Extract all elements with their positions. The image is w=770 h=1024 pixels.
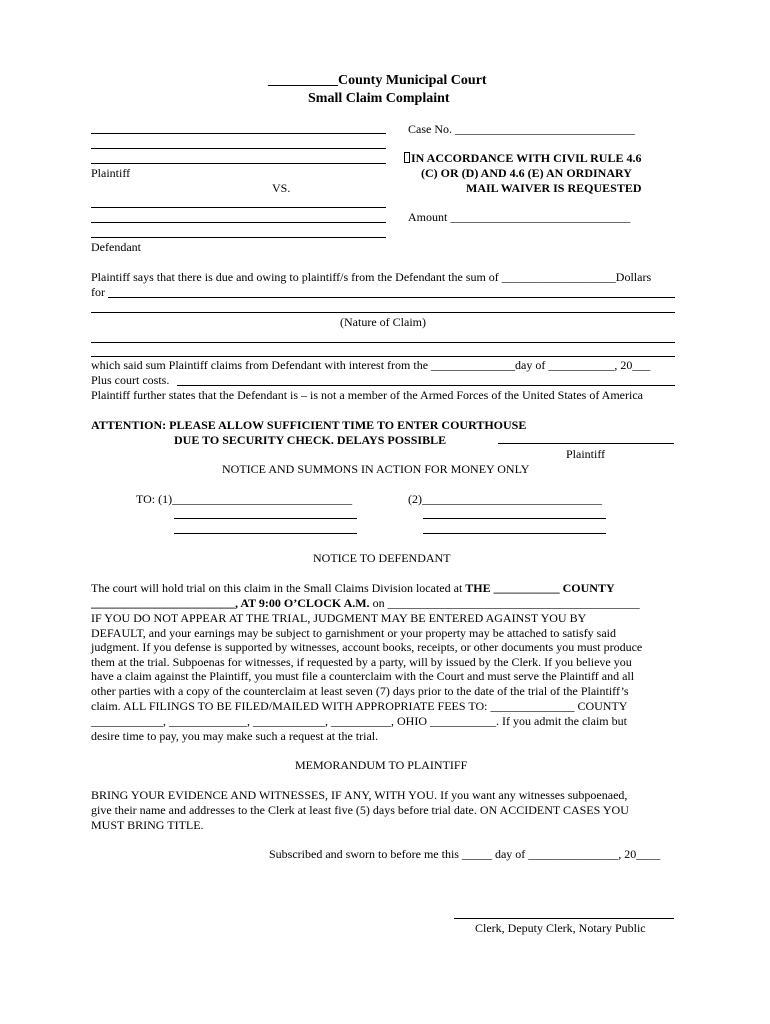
armed-forces-statement: Plaintiff further states that the Defendant is – is not a member of the Armed Forces of the United States of America [91, 388, 643, 402]
claim-sum-line: Plaintiff says that there is due and owing to plaintiff/s from the Defendant the sum of ___________________Dollars [91, 270, 652, 284]
clerk-signature-label: Clerk, Deputy Clerk, Notary Public [475, 921, 646, 935]
plaintiff-signature-label: Plaintiff [566, 447, 606, 461]
mail-waiver-notice-2: (C) OR (D) AND 4.6 (E) AN ORDINARY [421, 166, 632, 180]
memorandum-line-1: BRING YOUR EVIDENCE AND WITNESSES, IF ANY, WITH YOU. If you want any witnesses subpoenaed, [91, 788, 628, 802]
notice-line-9: claim. ALL FILINGS TO BE FILED/MAILED WITH APPROPRIATE FEES TO: ______________ COUNTY [91, 699, 628, 713]
to-address-line-2a[interactable] [423, 518, 606, 519]
notice-to-defendant-heading: NOTICE TO DEFENDANT [313, 551, 451, 565]
defendant-name-line-3[interactable] [91, 237, 386, 238]
notice-line-7: have a claim against the Plaintiff, you must file a counterclaim with the Court and must serve the Plaintiff and all [91, 669, 635, 683]
trial-location-text: The court will hold trial on this claim in the Small Claims Division located at [91, 581, 466, 595]
plaintiff-name-line-2[interactable] [91, 148, 386, 149]
notice-line-11: desire time to pay, you may make such a request at the trial. [91, 729, 379, 743]
trial-county: THE ___________ COUNTY [465, 581, 615, 595]
trial-time-line [91, 596, 640, 610]
trial-date: on __________________________________________ [369, 596, 640, 610]
claim-for-line[interactable] [108, 297, 675, 298]
nature-of-claim-label: (Nature of Claim) [340, 315, 426, 329]
claim-detail-line-2[interactable] [91, 342, 675, 343]
notice-line-10: ____________, _____________, ____________, __________, OHIO ___________. If you admit the claim but [91, 714, 627, 728]
plaintiff-name-line-3[interactable] [91, 163, 386, 164]
subscribed-sworn-line: Subscribed and sworn to before me this _____ day of _______________, 20____ [269, 847, 661, 861]
claim-detail-line-3[interactable] [91, 356, 675, 357]
claim-detail-line-1[interactable] [91, 312, 675, 313]
to-defendant-1[interactable]: TO: (1)______________________________ [136, 492, 353, 506]
memorandum-heading: MEMORANDUM TO PLAINTIFF [295, 758, 468, 772]
notice-line-6: them at the trial. Subpoenas for witnesses, if requested by a party, will by issued by the Clerk. If you believe you [91, 655, 632, 669]
clerk-signature-line[interactable] [454, 918, 674, 919]
trial-location-line [91, 581, 615, 595]
claim-for-label: for [91, 285, 105, 299]
versus-label: VS. [272, 181, 291, 195]
defendant-name-line-1[interactable] [91, 207, 386, 208]
defendant-label: Defendant [91, 240, 141, 254]
attention-line-2: DUE TO SECURITY CHECK. DELAYS POSSIBLE [174, 433, 447, 447]
notice-line-4: DEFAULT, and your earnings may be subject to garnishment or your property may be attached to satisfy said [91, 626, 616, 640]
case-number-field[interactable]: Case No. ______________________________ [408, 122, 635, 136]
court-costs-line[interactable] [177, 385, 675, 386]
plaintiff-signature-line[interactable] [498, 443, 674, 444]
attention-line-1: ATTENTION: PLEASE ALLOW SUFFICIENT TIME TO ENTER COURTHOUSE [91, 418, 527, 432]
mail-waiver-notice-1 [404, 151, 641, 165]
notice-line-8: other parties with a copy of the counterclaim at least seven (7) days prior to the date of the trial of the Plaintiff’s [91, 684, 629, 698]
interest-line: which said sum Plaintiff claims from Defendant with interest from the ______________day of ___________, 20___ [91, 358, 651, 372]
summons-heading: NOTICE AND SUMMONS IN ACTION FOR MONEY ONLY [222, 462, 530, 476]
mail-waiver-notice-3: MAIL WAIVER IS REQUESTED [466, 181, 642, 195]
to-defendant-2[interactable]: (2)______________________________ [408, 492, 602, 506]
to-address-line-1a[interactable] [174, 518, 357, 519]
trial-time: ________________________, AT 9:00 O’CLOCK A.M. [91, 596, 370, 610]
plaintiff-name-line-1[interactable] [91, 133, 386, 134]
court-name-heading: __________County Municipal Court [268, 73, 487, 88]
plaintiff-label: Plaintiff [91, 166, 131, 180]
notice-line-5: judgment. If you defense is supported by witnesses, account books, receipts, or other documents you must produce [91, 640, 643, 654]
defendant-name-line-2[interactable] [91, 222, 386, 223]
notice-line-3: IF YOU DO NOT APPEAR AT THE TRIAL, JUDGMENT MAY BE ENTERED AGAINST YOU BY [91, 611, 587, 625]
memorandum-line-3: MUST BRING TITLE. [91, 818, 204, 832]
amount-field[interactable]: Amount ______________________________ [408, 210, 631, 224]
mail-waiver-text-1: IN ACCORDANCE WITH CIVIL RULE 4.6 [411, 151, 642, 165]
to-address-line-2b[interactable] [423, 533, 606, 534]
checkbox-icon[interactable] [404, 152, 410, 163]
memorandum-line-2: give their name and addresses to the Clerk at least five (5) days before trial date. ON ACCIDENT CASES YOU [91, 803, 629, 817]
court-costs-label: Plus court costs. [91, 373, 170, 387]
form-title: Small Claim Complaint [308, 91, 450, 106]
to-address-line-1b[interactable] [174, 533, 357, 534]
